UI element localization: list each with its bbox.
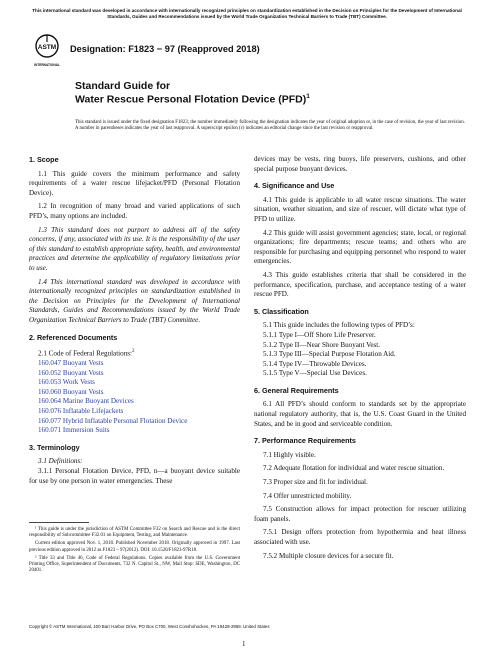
svg-text:INTERNATIONAL: INTERNATIONAL [34,63,60,67]
left-column [29,155,240,490]
paragraph: 7.4 Offer unrestricted mobility. [263,491,352,500]
title-line-2 [75,93,310,106]
section-heading: 5. Classification [254,306,309,316]
astm-logo [34,33,60,73]
paragraph: 4.1 This guide is applicable to all water rescue situations. The water situation, weather situation, and size of rescuer, will dictate what type of PFD to utilize. [254,195,466,223]
title-line-1: Standard Guide for [75,80,171,92]
list-item: 5.1.4 Type IV—Throwable Devices. [263,359,367,368]
paragraph [29,347,240,359]
ref-title[interactable]: Buoyant Vests [62,359,104,368]
section-heading: 3. Terminology [29,442,80,452]
ref-code[interactable]: 160.060 [38,387,62,396]
ref-item[interactable] [29,407,240,417]
footnote: ¹ This guide is under the jurisdiction of ASTM Committee F32 on Search and Rescue and is the direct responsibility of Subcommittee F32.01 on Equipment, Testing, and Maintenance. [29,527,240,539]
paragraph: 4.3 This guide establishes criteria that shall be considered in the performance, specification, purchase, and acceptance testing of a water rescue PFD. [254,270,466,299]
footnote-rule [29,522,89,523]
paragraph: 5.1 This guide includes the following types of PFD’s: [263,321,415,330]
paragraph: 7.5.1 Design offers protection from hypothermia and heat illness associated with use. [254,528,466,546]
ref-item[interactable] [29,426,240,436]
paragraph: devices may be vests, ring buoys, life preservers, cushions, and other special purpose buoyant devices. [254,155,466,173]
cfr-label: 2.1 Code of Federal Regulations: [38,349,132,358]
list-item: 5.1.1 Type I—Off Shore Life Preserver. [263,330,376,339]
paragraph: 7.5 Construction allows for impact protection for rescuer utilizing foam panels. [254,505,466,523]
ref-code[interactable]: 160.064 [38,397,62,406]
ref-title[interactable]: Buoyant Vests [62,387,104,396]
paragraph: 7.5.2 Multiple closure devices for a secure fit. [263,551,394,560]
ref-title[interactable]: Work Vests [62,378,95,387]
ref-item[interactable] [29,397,240,407]
right-column [254,155,466,565]
designation: Designation: F1823 − 97 (Reapproved 2018) [70,44,260,54]
ref-item[interactable] [29,388,240,398]
ref-list [29,359,240,436]
ref-code[interactable]: 160.076 [38,407,62,416]
paragraph: 1.3 This standard does not purport to address all of the safety concerns, if any, associated with its use. It is the responsibility of the user of this standard to establish appropriate safety, health, and environmental practices and determine the applicability of regulatory limitations prior to use. [29,225,240,272]
ref-title[interactable]: Immersion Suits [62,426,110,435]
ref-title[interactable]: Inflatable Lifejackets [62,407,124,416]
ref-code[interactable]: 160.053 [38,378,62,387]
section-heading: 7. Performance Requirements [254,436,356,446]
paragraph: 7.1 Highly visible. [263,450,316,459]
section-heading: 6. General Requirements [254,385,339,395]
svg-text:ASTM: ASTM [37,44,57,51]
ref-title[interactable]: Marine Buoyant Devices [62,397,134,406]
paragraph: 1.4 This international standard was developed in accordance with internationally recognized principles on standardization established in the Decision on Principles for the Development of International Standards, Guides and Recommendations issued by the World Trade Organization Technical Barriers to Trade (TBT) Committee. [29,277,240,324]
ref-code[interactable]: 160.052 [38,368,62,377]
section-heading: 4. Significance and Use [254,181,335,191]
ref-title[interactable]: Hybrid Inflatable Personal Flotation Device [62,416,188,425]
footnotes [29,527,240,576]
paragraph: 7.3 Proper size and fit for individual. [263,478,368,487]
ref-item[interactable] [29,369,240,379]
paragraph: 3.1.1 Personal Flotation Device, PFD, n—a buoyant device suitable for use by one person in water emergencies. These [29,466,240,485]
list-item: 5.1.3 Type III—Special Purpose Flotation Aid. [263,350,396,359]
paragraph: 1.1 This guide covers the minimum performance and safety requirements of a water rescue lifejacket/PFD (Personal Flotation Device). [29,169,240,197]
paragraph: 6.1 All PFD’s should conform to standards set by the appropriate national regulatory authority, that is, the U.S. Coast Guard in the United States, and be in good and serviceable condition. [254,400,466,428]
section-heading: 2. Referenced Documents [29,332,118,342]
ref-code[interactable]: 160.077 [38,416,62,425]
list-item: 5.1.5 Type V—Special Use Devices. [263,369,367,378]
footnote: ² Title 33 and Title 46, Code of Federal Regulations. Copies available from the U.S. Government Printing Office, Superintendent of Documents, 732 N. Capitol St., NW, Mail Stop: SDE, Washington, DC 20401. [29,555,240,574]
copyright-line: Copyright © ASTM International, 100 Barr Harbor Drive, PO Box C700, West Conshohocken, PA 19428-2959. United States [29,624,270,629]
ref-item[interactable] [29,378,240,388]
page-number: 1 [242,640,246,648]
title-footnote-mark: 1 [306,93,310,100]
ref-code[interactable]: 160.047 [38,359,62,368]
paragraph: 3.1 Definitions: [38,457,83,466]
ref-code[interactable]: 160.071 [38,426,62,435]
ref-item[interactable] [29,359,240,369]
issuance-statement: This standard is issued under the fixed designation F1823; the number immediately following the designation indicates the year of original adoption or, in the case of revision, the year of last revision. A number in parentheses indicates the year of last reapproval. A superscript epsilon (ε) indicates an editorial change since the last revision or reapproval. [75,120,465,132]
list-item: 5.1.2 Type II—Near Shore Buoyant Vest. [263,340,381,349]
paragraph: 4.2 This guide will assist government agencies; state, local, or regional organizations; fire departments; rescue teams; and others who are responsible for purchasing and equipping personnel who respond to water emergencies. [254,228,466,266]
ref-item[interactable] [29,417,240,427]
section-heading: 1. Scope [29,155,59,164]
paragraph: 7.2 Adequate flotation for individual and water rescue situation. [263,464,445,473]
footnote: Current edition approved Nov. 1, 2018. Published November 2018. Originally approved in 1997. Last previous edition approved in 2012 as F1823 – 97(2012). DOI: 10.1520/F1823-97R18. [29,541,240,553]
tbt-banner: This international standard was developed in accordance with internationally recognized principles on standardization established in the Decision on Principles for the Development of International Standards, Guides and Recommendations issued by the World Trade Organization Technical Barriers to Trade (TBT) Committee. [32,8,462,19]
ref-title[interactable]: Buoyant Vests [62,368,104,377]
paragraph: 1.2 In recognition of many broad and varied applications of such PFD’s, many options are included. [29,202,240,220]
title-text: Water Rescue Personal Flotation Device (PFD) [75,93,307,106]
footnote-mark: 2 [131,349,135,355]
